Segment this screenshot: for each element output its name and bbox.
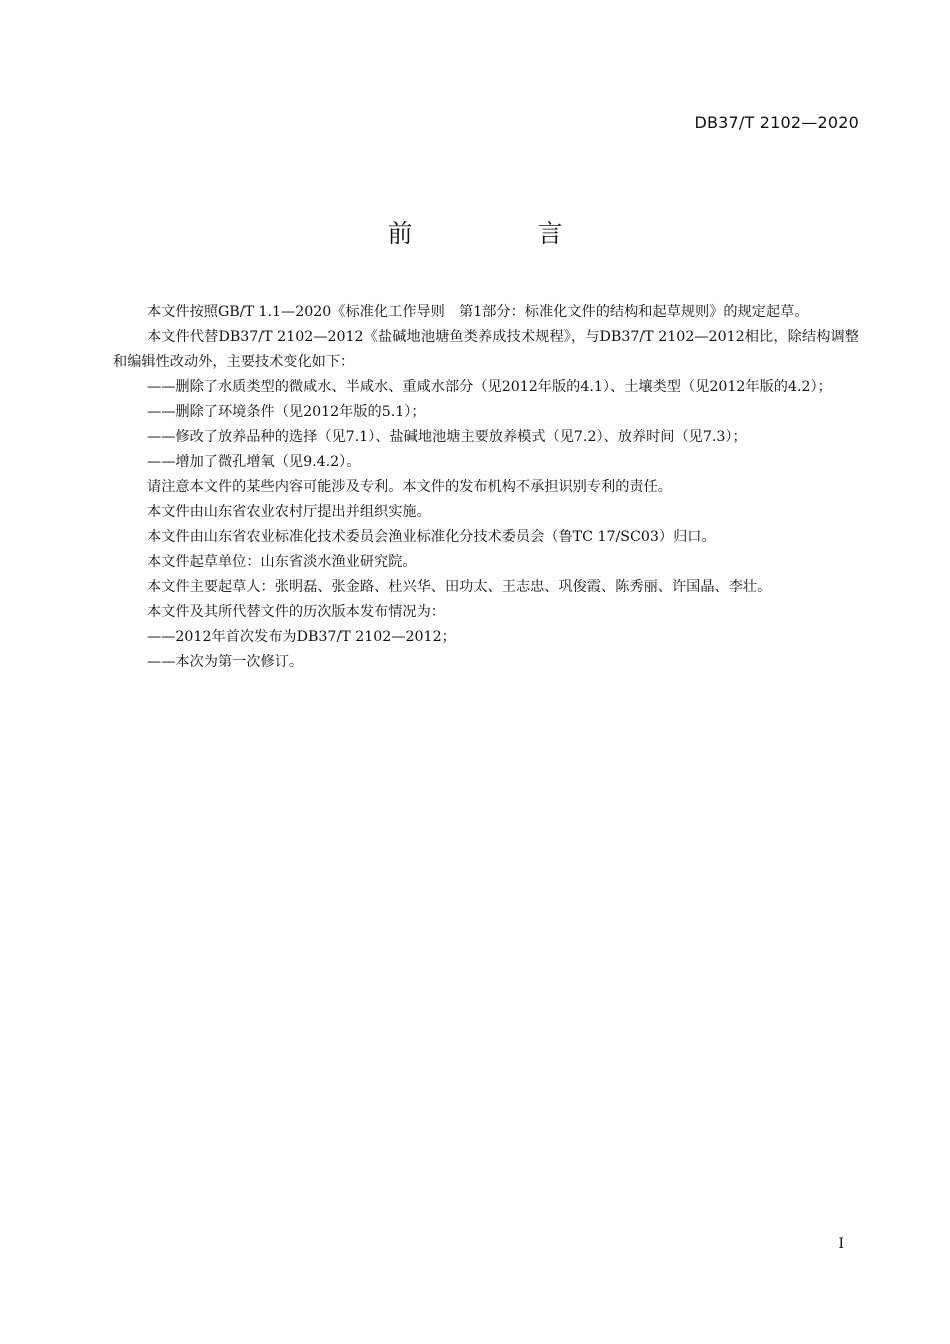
paragraph-drafters: 本文件主要起草人：张明磊、张金路、杜兴华、田功太、王志忠、巩俊霞、陈秀丽、许国晶、李壮。	[147, 579, 772, 595]
change-item: ——增加了微孔增氧（见9.4.2）。	[147, 454, 361, 470]
paragraph-committee: 本文件由山东省农业标准化技术委员会渔业标准化分技术委员会（鲁TC 17/SC03）归口。	[147, 529, 716, 545]
change-item: ——修改了放养品种的选择（见7.1）、盐碱地池塘主要放养模式（见7.2）、放养时间（见7.3）；	[147, 429, 747, 445]
foreword-body	[113, 300, 859, 675]
history-item: ——2012年首次发布为DB37/T 2102—2012；	[147, 629, 456, 645]
paragraph-drafting-unit: 本文件起草单位：山东省淡水渔业研究院。	[147, 554, 417, 570]
paragraph-proposer: 本文件由山东省农业农村厅提出并组织实施。	[147, 504, 431, 520]
document-code: DB37/T 2102—2020	[694, 113, 859, 132]
paragraph-version-history: 本文件及其所代替文件的历次版本发布情况为：	[147, 604, 445, 620]
paragraph-drafting-rules: 本文件按照GB/T 1.1—2020《标准化工作导则 第1部分：标准化文件的结构和起草规则》的规定起草。	[147, 304, 809, 320]
page-number: I	[838, 1236, 844, 1252]
paragraph-replacement: 本文件代替DB37/T 2102—2012《盐碱地池塘鱼类养成技术规程》，与DB37/T 2102—2012相比，除结构调整和编辑性改动外，主要技术变化如下：	[113, 329, 859, 370]
history-item: ——本次为第一次修订。	[147, 654, 304, 670]
change-item: ——删除了环境条件（见2012年版的5.1）；	[147, 404, 426, 420]
paragraph-patent-notice: 请注意本文件的某些内容可能涉及专利。本文件的发布机构不承担识别专利的责任。	[147, 479, 672, 495]
page-title: 前 言	[387, 219, 613, 248]
change-item: ——删除了水质类型的微咸水、半咸水、重咸水部分（见2012年版的4.1）、土壤类型（见2012年版的4.2）；	[147, 379, 832, 395]
